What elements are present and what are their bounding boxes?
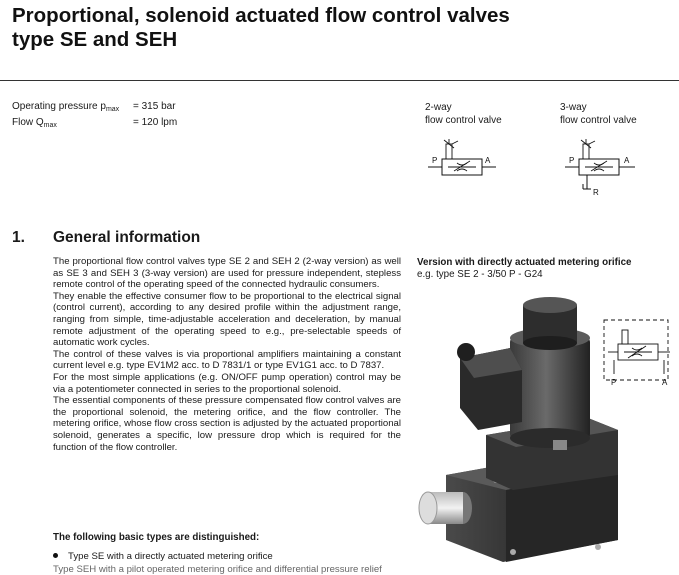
paragraph: For the most simple applications (e.g. ON/OFF pump operation) control may be via a potentiometer connected in series to the proportional solenoid.: [53, 371, 401, 395]
version-example: e.g. type SE 2 - 3/50 P - G24: [417, 269, 543, 280]
three-way-port-r: R: [593, 188, 599, 197]
spec-pressure-label: Operating pressure p: [12, 101, 106, 112]
two-way-label: [425, 101, 502, 127]
spec-flow-value: = 120 lpm: [133, 117, 178, 128]
spec-pressure-value: = 315 bar: [133, 101, 176, 112]
image-port-p: P: [611, 378, 617, 387]
valve-product-image: [418, 290, 673, 565]
spec-pressure: [12, 100, 177, 116]
title-line-2: type SE and SEH: [12, 28, 178, 51]
bullet-text: Type SE with a directly actuated metering orifice: [68, 551, 273, 562]
three-way-label: [560, 101, 637, 127]
spec-flow-sub: max: [43, 122, 57, 129]
three-way-port-a: A: [624, 156, 630, 165]
version-heading: Version with directly actuated metering orifice: [417, 257, 632, 268]
spec-flow: [12, 116, 177, 132]
two-way-label-line1: 2-way: [425, 102, 452, 113]
section-title: General information: [53, 229, 201, 246]
spec-block: [12, 100, 177, 132]
two-way-port-p: P: [432, 156, 438, 165]
paragraph: The proportional flow control valves type SE 2 and SEH 2 (2-way version) as well as SE 3 and SEH 3 (3-way version) are used for pressure independent, stepless remote control of the operating speed of the connected hydraulic consumers.: [53, 256, 401, 291]
three-way-port-p: P: [569, 156, 575, 165]
three-way-label-line2: flow control valve: [560, 115, 637, 126]
three-way-valve-symbol: [565, 137, 640, 197]
two-way-valve-symbol: [428, 137, 498, 182]
types-subheading: The following basic types are distinguished:: [53, 532, 260, 543]
three-way-label-line1: 3-way: [560, 102, 587, 113]
bullet-item: [53, 551, 273, 562]
section-heading: [12, 229, 200, 247]
title-line-1: Proportional, solenoid actuated flow control valves: [12, 4, 510, 27]
spec-flow-label: Flow Q: [12, 117, 44, 128]
section-number: 1.: [12, 229, 25, 246]
two-way-label-line2: flow control valve: [425, 115, 502, 126]
two-way-port-a: A: [485, 156, 491, 165]
cut-off-line: Type SEH with a pilot operated metering orifice and differential pressure relief: [53, 564, 382, 575]
spec-pressure-sub: max: [105, 106, 120, 113]
section-body: [53, 256, 401, 453]
title-rule: [0, 80, 679, 81]
page-title: [12, 4, 672, 52]
paragraph: The essential components of these pressure compensated flow control valves are the proportional solenoid, the metering orifice, and the flow controller. The metering orifice, whose flow cross section is adjusted by the actuated proportional solenoid, generates a specific, low pressure drop which is required for the function of the flow controller.: [53, 395, 401, 453]
image-port-a: A: [662, 378, 668, 387]
paragraph: They enable the effective consumer flow to be proportional to the electrical signal (control current), according to any desired profile within the adjustment range, ranging from simple, time-adjustable acceleration and deceleration, by manual remote adjustment of the operating speed to e.g., pre-selectable speeds of automatic work cycles.: [53, 290, 401, 349]
paragraph: The control of these valves is via proportional amplifiers maintaining a constant current level e.g. type EV1M2 acc. to D 7831/1 or type EV1G1 acc. to D 7837.: [53, 348, 401, 372]
bullet-dot-icon: [53, 553, 58, 558]
